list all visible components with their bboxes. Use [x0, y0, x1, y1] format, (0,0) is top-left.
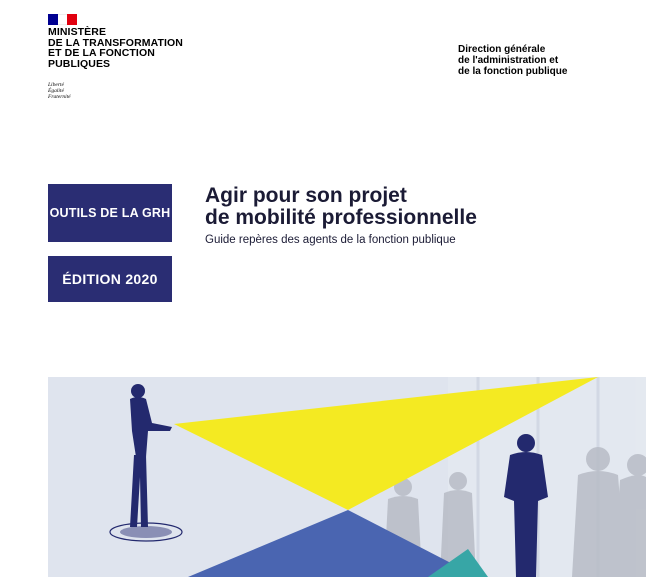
- cover-illustration: [48, 377, 646, 577]
- flag-blue-stripe: [48, 14, 58, 25]
- direction-line: de la fonction publique: [458, 66, 568, 77]
- ministry-line: DE LA TRANSFORMATION: [48, 36, 183, 49]
- ministry-name: [48, 27, 183, 69]
- document-subtitle: Guide repères des agents de la fonction publique: [205, 234, 456, 246]
- direction-line: Direction générale: [458, 44, 546, 55]
- direction-name: [458, 44, 567, 77]
- ministry-line: ET DE LA FONCTION: [48, 47, 155, 59]
- collection-badge-label: OUTILS DE LA GRH: [49, 206, 171, 220]
- republic-motto: [48, 82, 71, 100]
- flag-red-stripe: [67, 14, 77, 25]
- direction-line: de l'administration et: [458, 55, 559, 66]
- document-title: [205, 185, 477, 229]
- ministry-line: PUBLIQUES: [48, 57, 111, 70]
- ministry-line: MINISTÈRE: [48, 26, 107, 38]
- title-line-1: Agir pour son projet: [205, 184, 407, 207]
- motto-line: Liberté: [48, 82, 64, 88]
- title-line-2: de mobilité professionnelle: [205, 206, 477, 229]
- republic-flag-logo: [48, 14, 77, 25]
- motto-line: Fraternité: [48, 94, 71, 100]
- edition-badge: [48, 256, 172, 302]
- flag-white-stripe: [58, 14, 68, 25]
- edition-badge-label: ÉDITION 2020: [62, 271, 158, 287]
- collection-badge: [48, 184, 172, 242]
- motto-line: Égalité: [48, 88, 64, 94]
